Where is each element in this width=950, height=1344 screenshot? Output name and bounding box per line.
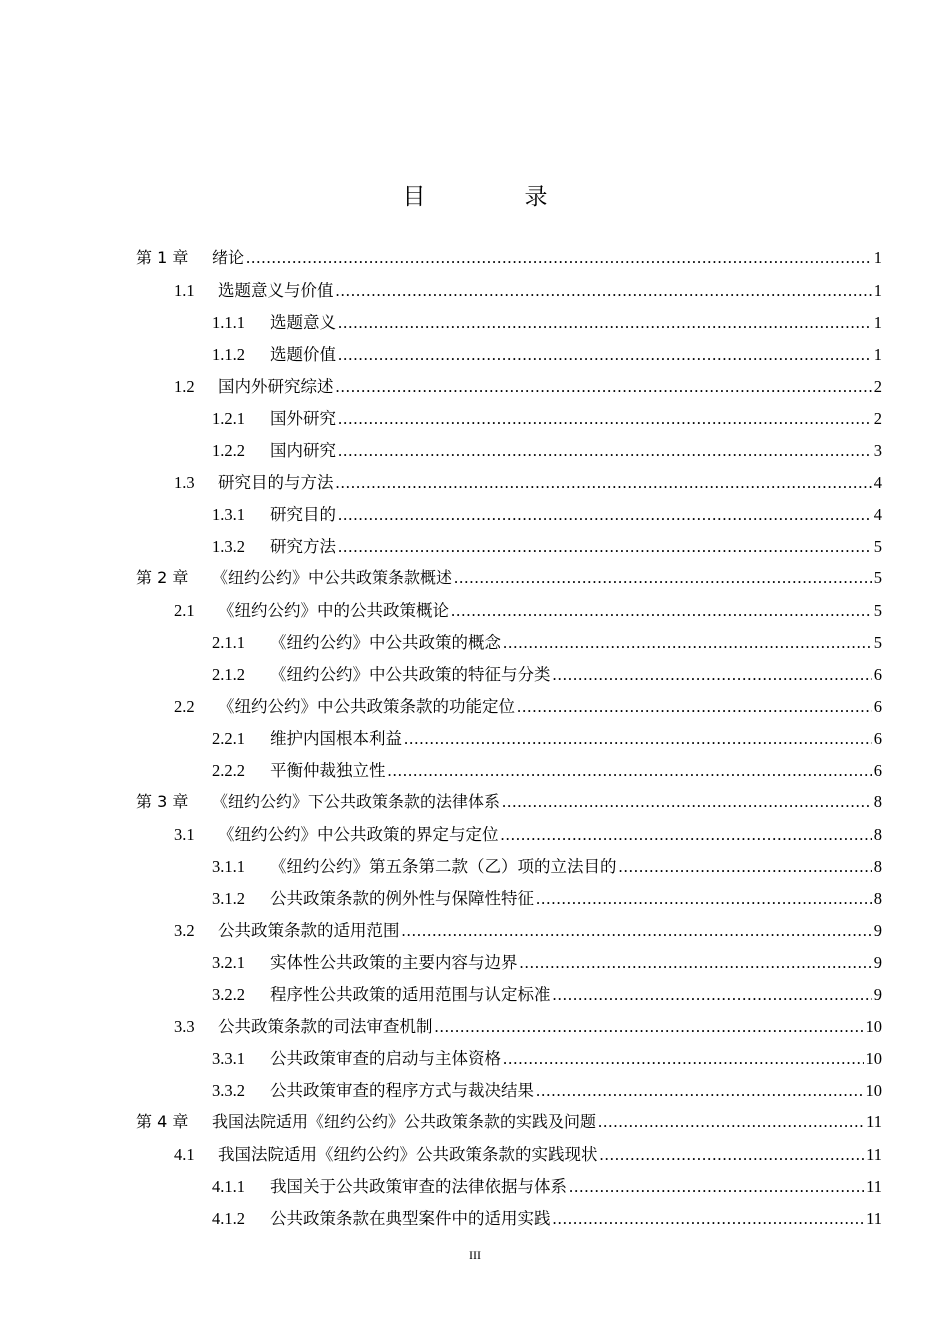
toc-leader-dots [503, 633, 872, 653]
toc-entry-number: 3.2.1 [212, 953, 245, 972]
toc-entry-page: 8 [873, 889, 882, 908]
toc-entry[interactable] [212, 1205, 882, 1237]
toc-entry[interactable] [174, 1141, 882, 1173]
toc-leader-dots [246, 248, 872, 268]
toc-entry-number: 1.3 [174, 473, 195, 492]
toc-entry-page: 1 [873, 313, 882, 332]
toc-entry-label: 选题意义与价值 [218, 281, 334, 300]
toc-entry-page: 6 [873, 729, 882, 748]
toc-entry-page: 9 [873, 985, 882, 1004]
toc-entry[interactable] [174, 373, 882, 405]
toc-entry-label: 公共政策条款的适用范围 [218, 921, 400, 940]
toc-entry-label: 我国法院适用《纽约公约》公共政策条款的实践及问题 [212, 1112, 597, 1131]
toc-leader-dots [435, 1017, 864, 1037]
toc-entry-number: 第 1 章 [136, 248, 189, 267]
toc-entry-label: 绪论 [212, 248, 245, 267]
toc-leader-dots [501, 825, 872, 845]
toc-leader-dots [598, 1112, 864, 1132]
toc-entry-page: 1 [873, 248, 882, 267]
toc-entry-number: 3.2 [174, 921, 195, 940]
toc-entry-label: 《纽约公约》中的公共政策概论 [218, 601, 449, 620]
toc-entry[interactable] [212, 629, 882, 661]
toc-entry-label: 我国关于公共政策审查的法律依据与体系 [270, 1177, 567, 1196]
toc-entry-label: 选题价值 [270, 345, 336, 364]
toc-leader-dots [338, 441, 872, 461]
toc-entry-label: 国外研究 [270, 409, 336, 428]
toc-entry[interactable] [174, 277, 882, 309]
toc-entry[interactable] [212, 661, 882, 693]
toc-entry[interactable] [212, 885, 882, 917]
toc-entry-number: 3.1.1 [212, 857, 245, 876]
toc-entry-number: 4.1.1 [212, 1177, 245, 1196]
toc-entry-page: 1 [873, 345, 882, 364]
toc-leader-dots [454, 568, 872, 588]
toc-entry-page: 2 [873, 377, 882, 396]
toc-entry-page: 10 [865, 1081, 882, 1100]
toc-entry[interactable] [212, 757, 882, 789]
toc-entry-number: 1.3.2 [212, 537, 245, 556]
toc-leader-dots [338, 537, 872, 557]
toc-leader-dots [553, 665, 872, 685]
toc-leader-dots [600, 1145, 865, 1165]
toc-entry[interactable] [212, 725, 882, 757]
toc-entry[interactable] [212, 309, 882, 341]
toc-entry-number: 第 3 章 [136, 792, 189, 811]
toc-entry-page: 4 [873, 473, 882, 492]
toc-entry-label: 公共政策条款的司法审查机制 [218, 1017, 433, 1036]
toc-entry-label: 《纽约公约》中公共政策的界定与定位 [218, 825, 499, 844]
toc-entry-number: 3.3.2 [212, 1081, 245, 1100]
toc-entry-label: 《纽约公约》中公共政策条款的功能定位 [218, 697, 515, 716]
toc-entry-page: 9 [873, 953, 882, 972]
toc-entry-label: 《纽约公约》下公共政策条款的法律体系 [212, 792, 501, 811]
toc-leader-dots [520, 953, 872, 973]
toc-entry-number: 3.3.1 [212, 1049, 245, 1068]
toc-leader-dots [502, 792, 872, 812]
toc-entry-number: 4.1.2 [212, 1209, 245, 1228]
toc-leader-dots [338, 409, 872, 429]
toc-entry-label: 公共政策条款的例外性与保障性特征 [270, 889, 534, 908]
toc-entry-page: 6 [873, 665, 882, 684]
toc-leader-dots [388, 761, 872, 781]
toc-leader-dots [619, 857, 872, 877]
page-number: III [469, 1248, 481, 1262]
toc-entry-label: 国内研究 [270, 441, 336, 460]
toc-entry[interactable] [136, 789, 882, 821]
toc-entry-label: 国内外研究综述 [218, 377, 334, 396]
toc-entry-label: 维护内国根本利益 [270, 729, 402, 748]
toc-leader-dots [451, 601, 872, 621]
toc-entry[interactable] [212, 533, 882, 565]
toc-entry-number: 3.3 [174, 1017, 195, 1036]
toc-entry[interactable] [212, 437, 882, 469]
toc-entry-label: 《纽约公约》中公共政策的概念 [270, 633, 501, 652]
toc-leader-dots [569, 1177, 864, 1197]
toc-entry-page: 8 [873, 792, 882, 811]
toc-entry-page: 6 [873, 761, 882, 780]
toc-entry-page: 2 [873, 409, 882, 428]
toc-entry[interactable] [212, 341, 882, 373]
toc-entry[interactable] [212, 981, 882, 1013]
toc-entry-label: 《纽约公约》中公共政策条款概述 [212, 568, 453, 587]
toc-entry-page: 11 [866, 1112, 882, 1131]
toc-entry-number: 1.2 [174, 377, 195, 396]
toc-entry-label: 研究目的 [270, 505, 336, 524]
toc-entry-page: 8 [873, 857, 882, 876]
toc-entry-label: 平衡仲裁独立性 [270, 761, 386, 780]
toc-entry-number: 2.2 [174, 697, 195, 716]
toc-entry-label: 选题意义 [270, 313, 336, 332]
toc-entry[interactable] [136, 245, 882, 277]
toc-entry[interactable] [174, 693, 882, 725]
toc-entry-number: 3.1 [174, 825, 195, 844]
toc-leader-dots [338, 313, 872, 333]
toc-entry-number: 2.2.1 [212, 729, 245, 748]
toc-leader-dots [503, 1049, 864, 1069]
toc-entry[interactable] [174, 1013, 882, 1045]
toc-leader-dots [336, 377, 872, 397]
toc-entry-number: 2.2.2 [212, 761, 245, 780]
toc-entry[interactable] [212, 853, 882, 885]
toc-entry-number: 1.3.1 [212, 505, 245, 524]
toc-entry-number: 2.1.2 [212, 665, 245, 684]
toc-entry-page: 10 [865, 1049, 882, 1068]
toc-entry[interactable] [212, 405, 882, 437]
toc-entry-page: 3 [873, 441, 882, 460]
toc-leader-dots [553, 985, 872, 1005]
toc-entry-label: 实体性公共政策的主要内容与边界 [270, 953, 518, 972]
toc-entry-page: 4 [873, 505, 882, 524]
toc-entry[interactable] [212, 1173, 882, 1205]
toc-entry[interactable] [174, 917, 882, 949]
toc-leader-dots [338, 505, 872, 525]
toc-entry-number: 1.2.1 [212, 409, 245, 428]
toc-entry-page: 9 [873, 921, 882, 940]
toc-leader-dots [336, 281, 872, 301]
toc-entry-label: 公共政策条款在典型案件中的适用实践 [270, 1209, 551, 1228]
toc-entry-label: 公共政策审查的程序方式与裁决结果 [270, 1081, 534, 1100]
toc-entry[interactable] [212, 501, 882, 533]
toc-entry-label: 我国法院适用《纽约公约》公共政策条款的实践现状 [218, 1145, 598, 1164]
toc-entry-number: 1.2.2 [212, 441, 245, 460]
toc-entry-number: 3.1.2 [212, 889, 245, 908]
toc-entry-number: 3.2.2 [212, 985, 245, 1004]
toc-entry-page: 11 [866, 1145, 882, 1164]
toc-entry-page: 5 [873, 568, 882, 587]
toc-entry-number: 第 2 章 [136, 568, 189, 587]
toc-entry-number: 1.1.2 [212, 345, 245, 364]
toc-entry-number: 第 4 章 [136, 1112, 189, 1131]
toc-leader-dots [402, 921, 872, 941]
toc-entry-page: 11 [866, 1177, 882, 1196]
toc-leader-dots [553, 1209, 865, 1229]
toc-leader-dots [536, 1081, 864, 1101]
toc-entry-number: 2.1.1 [212, 633, 245, 652]
toc-entry-number: 1.1.1 [212, 313, 245, 332]
toc-entry-page: 5 [873, 537, 882, 556]
toc-entry-page: 1 [873, 281, 882, 300]
toc-entry-label: 程序性公共政策的适用范围与认定标准 [270, 985, 551, 1004]
toc-leader-dots [404, 729, 872, 749]
toc-leader-dots [336, 473, 872, 493]
toc-entry-number: 2.1 [174, 601, 195, 620]
page-title: 目 录 [402, 184, 586, 210]
toc-entry-label: 公共政策审查的启动与主体资格 [270, 1049, 501, 1068]
toc-entry[interactable] [212, 949, 882, 981]
toc-entry-label: 《纽约公约》中公共政策的特征与分类 [270, 665, 551, 684]
toc-entry[interactable] [136, 1109, 882, 1141]
toc-entry[interactable] [136, 565, 882, 597]
toc-leader-dots [517, 697, 872, 717]
toc-entry[interactable] [212, 1045, 882, 1077]
toc-entry-number: 4.1 [174, 1145, 195, 1164]
toc-entry-page: 11 [866, 1209, 882, 1228]
toc-leader-dots [536, 889, 872, 909]
toc-entry[interactable] [174, 597, 882, 629]
toc-entry-number: 1.1 [174, 281, 195, 300]
toc-entry-label: 《纽约公约》第五条第二款（乙）项的立法目的 [270, 857, 617, 876]
toc-entry-page: 10 [865, 1017, 882, 1036]
toc-entry[interactable] [212, 1077, 882, 1109]
toc-entry-label: 研究方法 [270, 537, 336, 556]
toc-entry-page: 5 [873, 601, 882, 620]
toc-leader-dots [338, 345, 872, 365]
toc-entry-page: 6 [873, 697, 882, 716]
toc-entry[interactable] [174, 821, 882, 853]
toc-entry-page: 5 [873, 633, 882, 652]
toc-entry-page: 8 [873, 825, 882, 844]
toc-entry-label: 研究目的与方法 [218, 473, 334, 492]
toc-entry[interactable] [174, 469, 882, 501]
